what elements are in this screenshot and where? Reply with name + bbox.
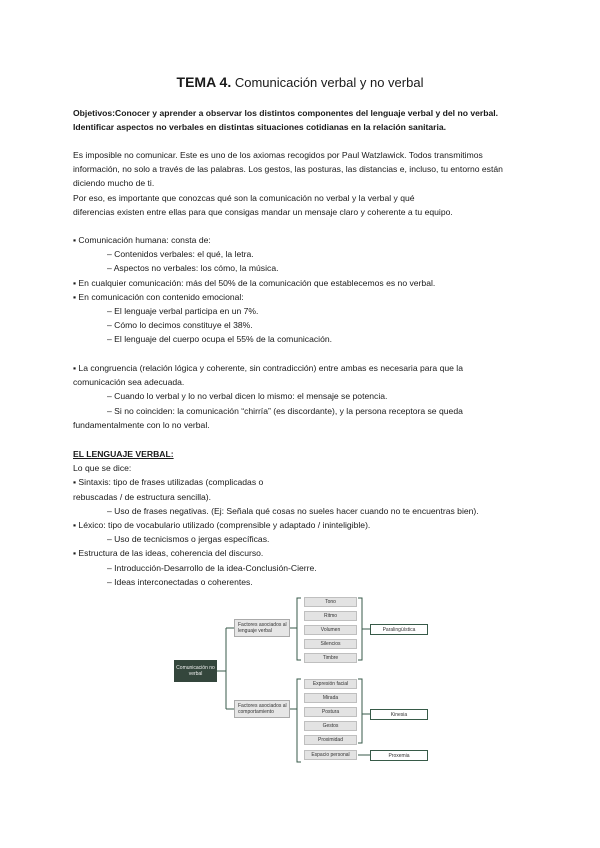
intro-line: Por eso, es importante que conozcas qué son la comunicación no verbal y la verbal y qué [73, 192, 415, 203]
list-item: – Cómo lo decimos constituye el 38%. [107, 320, 253, 331]
section-sub: Lo que se dice: [73, 463, 132, 474]
bracket-2 [297, 679, 301, 762]
intro-line: diferencias existen entre ellas para que consigas mandar un mensaje claro y coherente a tu equipo. [73, 206, 453, 217]
diagram-root-label: Comunicación no verbal [176, 665, 215, 677]
list-item: fundamentalmente con lo no verbal. [73, 419, 210, 430]
diagram-leaf: Postura [304, 707, 357, 717]
diagram-category-paralinguistic: Paralingüística [370, 624, 428, 635]
list-item: – Introducción-Desarrollo de la idea-Conclusión-Cierre. [107, 562, 317, 573]
diagram-group-behavior [234, 700, 290, 718]
verbal-block [73, 447, 533, 589]
nonverbal-diagram [174, 592, 434, 772]
list-item: comunicación sea adecuada. [73, 377, 185, 388]
list-item: ▪ Sintaxis: tipo de frases utilizadas (complicadas o [73, 477, 264, 488]
objectives-line-1 [73, 106, 533, 120]
diagram-root-node [174, 660, 217, 682]
diagram-leaf: Volumen [304, 625, 357, 635]
title-strong: TEMA 4. [176, 74, 232, 90]
title-rest: Comunicación verbal y no verbal [234, 75, 424, 90]
list-item: ▪ La congruencia (relación lógica y coherente, sin contradicción) entre ambas es necesaria para que la [73, 363, 463, 373]
list1-block [73, 233, 533, 347]
bracket-1 [297, 598, 301, 660]
intro-block [73, 148, 533, 219]
diagram-category-kinesia: Kinesia [370, 709, 428, 720]
list-item: ▪ Léxico: tipo de vocabulario utilizado (comprensible y adaptado / ininteligible). [73, 520, 371, 531]
diagram-leaf: Tono [304, 597, 357, 607]
list-item: – El lenguaje verbal participa en un 7%. [107, 306, 259, 317]
diagram-leaf: Proximidad [304, 735, 357, 745]
list-item: – Contenidos verbales: el qué, la letra. [107, 249, 254, 260]
list-item: – Ideas interconectadas o coherentes. [107, 576, 253, 587]
intro-line: Es imposible no comunicar. Este es uno de los axiomas recogidos por Paul Watzlawick. Todos transmitimos [73, 150, 483, 160]
list-item: – El lenguaje del cuerpo ocupa el 55% de la comunicación. [107, 334, 333, 345]
diagram-leaf: Expresión facial [304, 679, 357, 689]
list-item: – Cuando lo verbal y lo no verbal dicen lo mismo: el mensaje se potencia. [107, 391, 388, 402]
diagram-leaf: Mirada [304, 693, 357, 703]
list-item: ▪ Comunicación humana: consta de: [73, 235, 211, 245]
diagram-group-verbal [234, 619, 290, 637]
list2-block [73, 361, 533, 432]
list-item: ▪ Estructura de las ideas, coherencia del discurso. [73, 548, 264, 559]
diagram-leaf: Espacio personal [304, 750, 357, 760]
diagram-group-label: Factores asociados al comportamiento [238, 703, 287, 715]
bracket-4 [358, 679, 362, 743]
list-item: ▪ En comunicación con contenido emocional: [73, 291, 244, 302]
list-item: – Uso de frases negativas. (Ej: Señala qué cosas no sueles hacer cuando no te encuentras bien). [107, 505, 479, 516]
diagram-leaf: Silencios [304, 639, 357, 649]
intro-line: información, no solo a través de las palabras. Los gestos, las posturas, las distancias e, incluso, tu entorno están [73, 164, 503, 175]
list-item: – Si no coinciden: la comunicación “chirría” (es discordante), y la persona receptora se queda [107, 405, 463, 416]
objectives-block [73, 106, 533, 134]
list-item: rebuscadas / de estructura sencilla). [73, 491, 212, 502]
intro-line: diciendo mucho de ti. [73, 178, 155, 189]
objectives-label: Objetivos: [73, 108, 116, 118]
diagram-group-label: Factores asociados al lenguaje verbal [238, 622, 287, 634]
objectives-text-1: Conocer y aprender a observar los distintos componentes del lenguaje verbal y del no verbal. [115, 108, 499, 118]
objectives-line-2: Identificar aspectos no verbales en distintas situaciones cotidianas en la relación sanitaria. [73, 122, 447, 133]
diagram-leaf: Gestos [304, 721, 357, 731]
section-heading: EL LENGUAJE VERBAL: [73, 449, 174, 459]
diagram-leaf: Timbre [304, 653, 357, 663]
list-item: – Uso de tecnicismos o jergas específicas. [107, 534, 270, 545]
diagram-category-proxemia: Proxemia [370, 750, 428, 761]
list-item: – Aspectos no verbales: los cómo, la música. [107, 263, 279, 274]
bracket-3 [358, 598, 362, 660]
diagram-leaf: Ritmo [304, 611, 357, 621]
list-item: ▪ En cualquier comunicación: más del 50% de la comunicación que establecemos es no verbal. [73, 277, 436, 288]
page-title [0, 74, 600, 90]
